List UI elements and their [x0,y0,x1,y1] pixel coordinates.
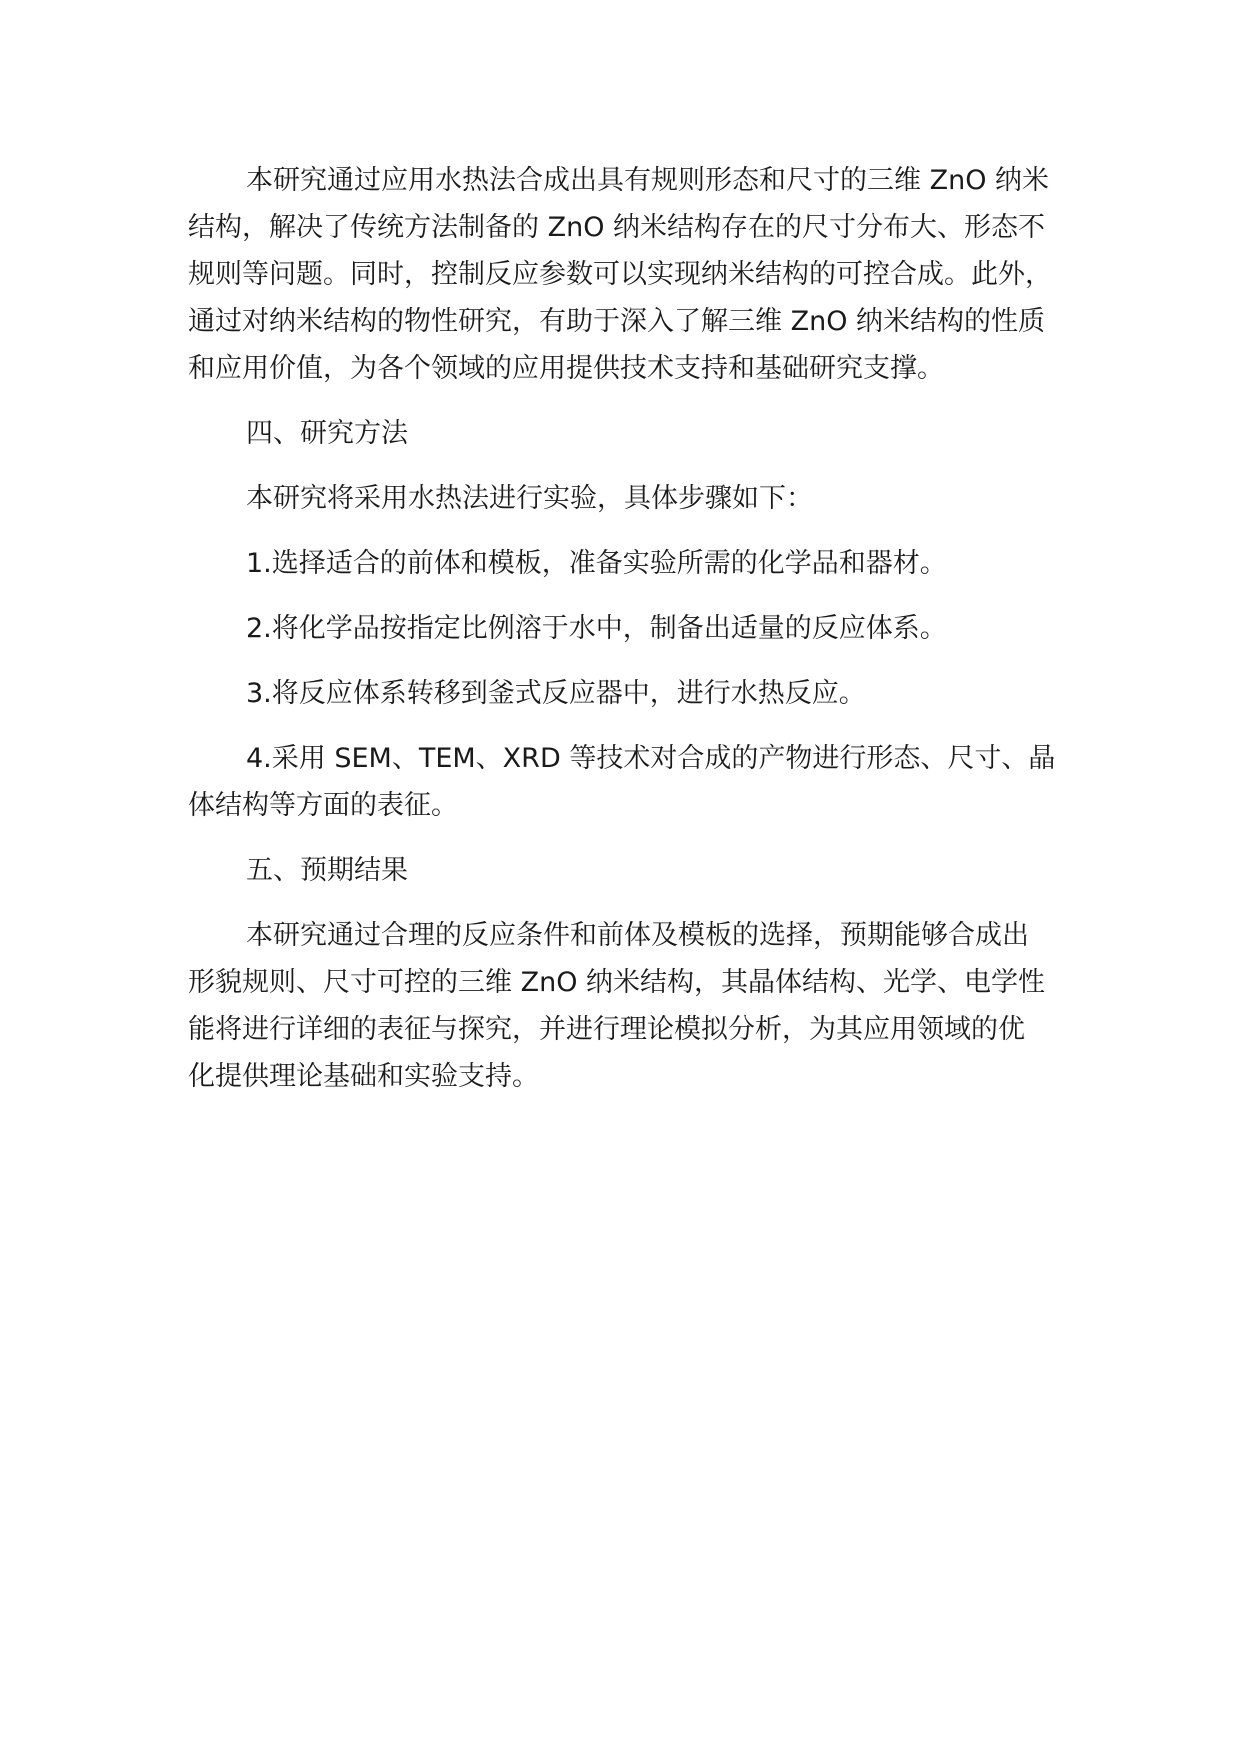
paragraph-gap [188,894,1088,912]
method-step-line: 体结构等方面的表征。 [188,790,458,821]
paragraph-gap [188,522,1088,540]
paragraph-line: 能将进行详细的表征与探究，并进行理论模拟分析，为其应用领域的优 [188,1014,1025,1045]
paragraph-gap [188,392,1088,410]
paragraph-line: 本研究通过应用水热法合成出具有规则形态和尺寸的三维 ZnO 纳米 [246,165,1050,196]
method-step: 1.选择适合的前体和模板，准备实验所需的化学品和器材。 [246,548,947,579]
paragraph-gap [188,457,1088,475]
method-step: 3.将反应体系转移到釜式反应器中，进行水热反应。 [246,678,866,709]
paragraph-gap [188,829,1088,847]
method-step-line: 4.采用 SEM、TEM、XRD 等技术对合成的产物进行形态、尺寸、晶 [246,743,1056,774]
paragraph-line: 和应用价值，为各个领域的应用提供技术支持和基础研究支撑。 [188,353,944,384]
paragraph-line: 本研究通过合理的反应条件和前体及模板的选择，预期能够合成出 [246,920,1029,951]
paragraph-gap [188,717,1088,735]
methods-intro: 本研究将采用水热法进行实验，具体步骤如下： [246,483,813,514]
method-step [188,735,1088,829]
document-body [188,157,1088,1100]
method-step: 2.将化学品按指定比例溶于水中，制备出适量的反应体系。 [246,613,947,644]
paragraph-line: 规则等问题。同时，控制反应参数可以实现纳米结构的可控合成。此外， [188,259,1052,290]
paragraph-line: 化提供理论基础和实验支持。 [188,1061,539,1092]
paragraph-gap [188,652,1088,670]
paragraph-expected-results [188,912,1088,1100]
paragraph-line: 形貌规则、尺寸可控的三维 ZnO 纳米结构，其晶体结构、光学、电学性 [188,967,1046,998]
section-heading-methods: 四、研究方法 [246,418,408,449]
paragraph-line: 结构，解决了传统方法制备的 ZnO 纳米结构存在的尺寸分布大、形态不 [188,212,1046,243]
section-heading-results: 五、预期结果 [246,855,408,886]
paragraph-significance [188,157,1088,392]
paragraph-line: 通过对纳米结构的物性研究，有助于深入了解三维 ZnO 纳米结构的性质 [188,306,1046,337]
paragraph-gap [188,587,1088,605]
